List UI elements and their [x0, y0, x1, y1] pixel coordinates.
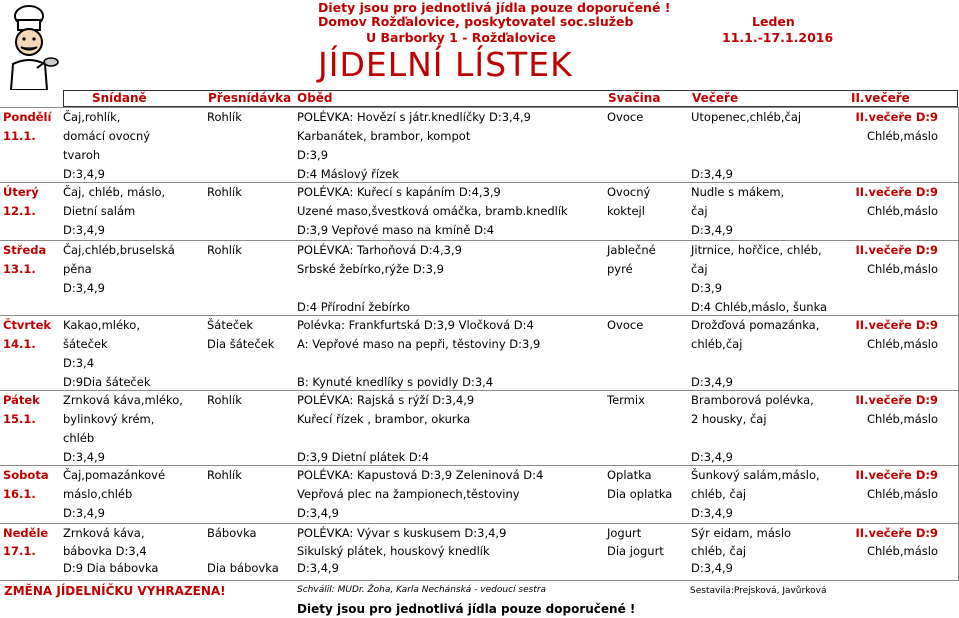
- obed-line: D:3,9 Dietní plátek D:4: [297, 450, 429, 464]
- vecere-line: chléb, čaj: [691, 487, 747, 501]
- svacina-line: Ovoce: [607, 318, 644, 332]
- snidane-line: tvaroh: [63, 148, 101, 162]
- col-presnidavka: Přesnídávka: [208, 91, 292, 105]
- row-divider: [0, 107, 959, 108]
- obed-line: POLÉVKA: Kapustová D:3,9 Zeleninová D:4: [297, 468, 544, 482]
- snidane-line: Zrnková káva,mléko,: [63, 393, 183, 407]
- snidane-line: D:3,4,9: [63, 167, 105, 181]
- snidane-line: šáteček: [63, 337, 108, 351]
- druha-vecere-label: II.večeře D:9: [855, 318, 938, 332]
- col-vecere: Večeře: [692, 91, 739, 105]
- obed-line: Kuřecí řízek , brambor, okurka: [297, 412, 471, 426]
- svacina-line: Oplatka: [607, 468, 652, 482]
- vecere-line: D:3,4,9: [691, 223, 733, 237]
- druha-vecere-label: II.večeře D:9: [855, 110, 938, 124]
- diet-note-bottom: Diety jsou pro jednotlivá jídla pouze doporučené !: [297, 602, 636, 616]
- snidane-line: bylinkový krém,: [63, 412, 155, 426]
- change-notice: ZMĚNA JÍDELNÍČKU VYHRAZENA!: [4, 584, 226, 598]
- day-date: 17.1.: [3, 543, 36, 558]
- snidane-line: Čaj,pomazánkové: [63, 468, 166, 482]
- druha-vecere-label: II.večeře D:9: [855, 185, 938, 199]
- druha-vecere-line: Chléb,máslo: [866, 204, 938, 218]
- column-header-bar: [63, 90, 958, 107]
- row-divider: [0, 523, 959, 524]
- snidane-line: D:3,4,9: [63, 506, 105, 520]
- obed-line: D:3,9 Vepřové maso na kmíně D:4: [297, 223, 495, 237]
- presnidavka-line: Rohlík: [207, 393, 242, 407]
- svacina-line: Jogurt: [607, 526, 642, 540]
- day-date: 16.1.: [3, 487, 36, 501]
- col-druha-vecere: II.večeře: [851, 91, 910, 105]
- vecere-line: D:3,4,9: [691, 450, 733, 464]
- presnidavka-line: Rohlík: [207, 468, 242, 482]
- col-snidane: Snídaně: [92, 91, 147, 105]
- svacina-line: Dia jogurt: [607, 543, 664, 558]
- day-name: Pátek: [3, 393, 40, 407]
- vecere-line: Šunkový salám,máslo,: [691, 468, 820, 482]
- svacina-line: Termix: [607, 393, 645, 407]
- obed-line: B: Kynuté knedlíky s povidly D:3,4: [297, 375, 494, 389]
- obed-line: Karbanátek, brambor, kompot: [297, 129, 471, 143]
- snidane-line: Čaj,rohlík,: [63, 110, 121, 124]
- druha-vecere-label: II.večeře D:9: [855, 243, 938, 257]
- page-title: JÍDELNÍ LÍSTEK: [318, 45, 573, 84]
- presnidavka-line: Rohlík: [207, 110, 242, 124]
- chef-icon: [3, 2, 65, 90]
- vecere-line: D:4 Chléb,máslo, šunka: [691, 300, 828, 314]
- obed-line: D:3,4,9: [297, 561, 339, 575]
- obed-line: D:4 Přírodní žebírko: [297, 300, 410, 314]
- diet-note-top: Diety jsou pro jednotlivá jídla pouze doporučené !: [318, 0, 671, 15]
- obed-line: POLÉVKA: Tarhoňová D:4,3,9: [297, 243, 462, 257]
- obed-line: D:4 Máslový řízek: [297, 167, 399, 181]
- col-svacina: Svačina: [608, 91, 661, 105]
- snidane-line: bábovka D:3,4: [63, 543, 147, 558]
- vecere-line: D:3,4,9: [691, 375, 733, 389]
- snidane-line: Dietní salám: [63, 204, 136, 218]
- druha-vecere-label: II.večeře D:9: [855, 393, 938, 407]
- obed-line: Uzené maso,švestková omáčka, bramb.knedlík: [297, 204, 568, 218]
- obed-line: Vepřová plec na žampionech,těstoviny: [297, 487, 520, 501]
- day-date: 14.1.: [3, 337, 36, 351]
- row-divider: [0, 240, 959, 241]
- snidane-line: D:3,4,9: [63, 450, 105, 464]
- obed-line: POLÉVKA: Kuřecí s kapáním D:4,3,9: [297, 185, 501, 199]
- row-divider: [0, 315, 959, 316]
- snidane-line: D:3,4,9: [63, 223, 105, 237]
- snidane-line: D:9 Dia bábovka: [63, 561, 159, 575]
- druha-vecere-label: II.večeře D:9: [855, 526, 938, 540]
- obed-line: D:3,9: [297, 148, 329, 162]
- druha-vecere-line: Chléb,máslo: [866, 543, 938, 558]
- row-divider: [0, 580, 959, 581]
- snidane-line: D:9Dia šáteček: [63, 375, 151, 389]
- vecere-line: Bramborová polévka,: [691, 393, 814, 407]
- vecere-line: D:3,4,9: [691, 167, 733, 181]
- presnidavka-line: Šáteček: [207, 318, 253, 332]
- snidane-line: domácí ovocný: [63, 129, 151, 143]
- row-divider: [0, 465, 959, 466]
- organization-address: U Barborky 1 - Rožďalovice: [366, 30, 556, 45]
- snidane-line: máslo,chléb: [63, 487, 133, 501]
- snidane-line: Čaj,chléb,bruselská: [63, 243, 175, 257]
- vecere-line: D:3,9: [691, 281, 723, 295]
- presnidavka-line: Bábovka: [207, 526, 257, 540]
- compiled-by: Sestavila:Prejsková, Javůrková: [690, 586, 827, 596]
- row-divider: [0, 390, 959, 391]
- day-name: Sobota: [3, 468, 49, 482]
- svacina-line: Ovocný: [607, 185, 651, 199]
- obed-line: A: Vepřové maso na pepři, těstoviny D:3,9: [297, 337, 541, 351]
- snidane-line: D:3,4,9: [63, 281, 105, 295]
- vecere-line: Jitrnice, hořčice, chléb,: [691, 243, 822, 257]
- date-range: 11.1.-17.1.2016: [722, 30, 834, 45]
- obed-line: Sikulský plátek, houskový knedlík: [297, 543, 490, 558]
- svacina-line: Dia oplatka: [607, 487, 673, 501]
- day-name: Neděle: [3, 526, 49, 540]
- day-date: 13.1.: [3, 262, 36, 276]
- vecere-line: Utopenec,chléb,čaj: [691, 110, 802, 124]
- vecere-line: Sýr eidam, máslo: [691, 526, 792, 540]
- svacina-line: koktejl: [607, 204, 645, 218]
- vecere-line: D:3,4,9: [691, 561, 733, 575]
- presnidavka-line: Rohlík: [207, 185, 242, 199]
- druha-vecere-label: II.večeře D:9: [855, 468, 938, 482]
- col-obed: Oběd: [297, 91, 333, 105]
- day-date: 12.1.: [3, 204, 36, 218]
- svacina-line: pyré: [607, 262, 633, 276]
- obed-line: D:3,4,9: [297, 506, 339, 520]
- vecere-line: D:3,4,9: [691, 506, 733, 520]
- vecere-line: Nudle s mákem,: [691, 185, 785, 199]
- presnidavka-line: Rohlík: [207, 243, 242, 257]
- vecere-line: Drožďová pomazánka,: [691, 318, 820, 332]
- month-label: Leden: [752, 14, 795, 29]
- day-name: Pondělí: [3, 110, 52, 124]
- vecere-line: čaj: [691, 262, 708, 276]
- presnidavka-line: Dia bábovka: [207, 561, 279, 575]
- druha-vecere-line: Chléb,máslo: [866, 262, 938, 276]
- svacina-line: Jablečné: [607, 243, 656, 257]
- vecere-line: chléb, čaj: [691, 543, 747, 558]
- svacina-line: Ovoce: [607, 110, 644, 124]
- vecere-line: čaj: [691, 204, 708, 218]
- vecere-line: chléb,čaj: [691, 337, 743, 351]
- day-name: Úterý: [3, 185, 39, 199]
- day-name: Středa: [3, 243, 47, 257]
- snidane-line: D:3,4: [63, 356, 95, 370]
- presnidavka-line: Dia šáteček: [207, 337, 275, 351]
- vecere-line: 2 housky, čaj: [691, 412, 767, 426]
- obed-line: POLÉVKA: Rajská s rýží D:3,4,9: [297, 393, 475, 407]
- druha-vecere-line: Chléb,máslo: [866, 412, 938, 426]
- snidane-line: pěna: [63, 262, 92, 276]
- druha-vecere-line: Chléb,máslo: [866, 337, 938, 351]
- row-divider: [0, 182, 959, 183]
- snidane-line: Kakao,mléko,: [63, 318, 140, 332]
- obed-line: POLÉVKA: Hovězí s játr.knedlíčky D:3,4,9: [297, 110, 531, 124]
- obed-line: POLÉVKA: Vývar s kuskusem D:3,4,9: [297, 526, 507, 540]
- druha-vecere-line: Chléb,máslo: [866, 129, 938, 143]
- obed-line: Srbské žebírko,rýže D:3,9: [297, 262, 444, 276]
- day-name: Čtvrtek: [3, 318, 52, 332]
- organization-name: Domov Rožďalovice, poskytovatel soc.služeb: [318, 14, 634, 29]
- druha-vecere-line: Chléb,máslo: [866, 487, 938, 501]
- snidane-line: chléb: [63, 431, 95, 445]
- day-date: 11.1.: [3, 129, 36, 143]
- obed-line: Polévka: Frankfurtská D:3,9 Vločková D:4: [297, 318, 534, 332]
- snidane-line: Čaj, chléb, máslo,: [63, 185, 166, 199]
- day-date: 15.1.: [3, 412, 36, 426]
- snidane-line: Zrnková káva,: [63, 526, 145, 540]
- approved-by: Schválil: MUDr. Žoha, Karla Nechánská - vedoucí sestra: [297, 585, 547, 595]
